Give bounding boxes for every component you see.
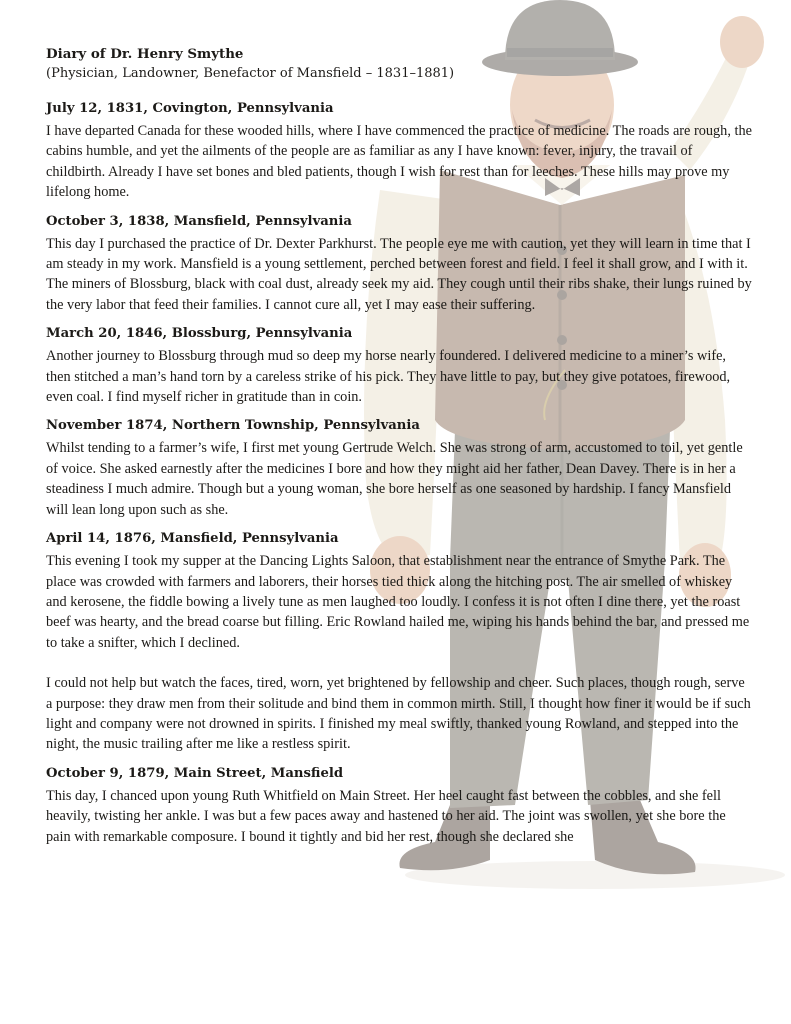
document-subtitle: (Physician, Landowner, Benefactor of Mansfield – 1831–1881) [46, 66, 455, 81]
entry-heading: October 3, 1838, Mansfield, Pennsylvania [46, 213, 352, 229]
entry-paragraph: This evening I took my supper at the Dancing Lights Saloon, that establishment near the entrance of Smythe Park. The place was crowded with farmers and laborers, their horses tied thick along the hitching post. The air smelled of whiskey and kerosene, the fiddle bowing a lively tune as men laughed too loudly. I confess it is not often I dine there, yet the roast beef was hearty, and the bread coarse but filling. Eric Rowland hailed me, wiping his hands behind the bar, and pressed me to take a snifter, which I declined. [46, 553, 750, 651]
diary-entry [46, 764, 752, 847]
entry-paragraph: I could not help but watch the faces, tired, worn, yet brightened by fellowship and cheer. Such places, though rough, serve a purpose: they draw men from their solitude and bind them in common mirth. Still, I thought how finer it would be if such light and company were not drowned in spirits. I finished my meal swiftly, thanked young Rowland, and stepped into the night, the music trailing after me like a restless spirit. [46, 675, 751, 753]
diary-entry [46, 416, 752, 520]
entry-heading: April 14, 1876, Mansfield, Pennsylvania [46, 531, 339, 547]
entry-paragraph: Another journey to Blossburg through mud so deep my horse nearly foundered. I delivered medicine to a miner’s wife, then stitched a man’s hand torn by a careless strike of his pick. They have little to pay, but they give potatoes, firewood, even coal. I find myself richer in gratitude than in coin. [46, 348, 731, 406]
diary-entry [46, 324, 752, 407]
entry-paragraph: Whilst tending to a farmer’s wife, I first met young Gertrude Welch. She was strong of arm, accustomed to toil, yet gentle of voice. She asked earnestly after the medicines I bore and how they might aid her father, Dean Davey. There is in her a steadiness I much admire. Though but a young woman, she bore herself as one seasoned by hardship. I fancy Mansfield will lean long upon such as she. [46, 440, 743, 518]
entry-paragraph: This day, I chanced upon young Ruth Whitfield on Main Street. Her heel caught fast between the cobbles, and she fell heavily, twisting her ankle. I was but a few paces away and hastened to her aid. The joint was swollen, yet she bore the pain with remarkable composure. I bound it tightly and bid her rest, though she declared she [46, 787, 726, 845]
diary-entry [46, 212, 752, 316]
entry-heading: March 20, 1846, Blossburg, Pennsylvania [46, 326, 353, 342]
entry-paragraph: This day I purchased the practice of Dr. Dexter Parkhurst. The people eye me with caution, yet they will learn in time that I am steady in my work. Mansfield is a young settlement, perched between forest and field. I feel it shall grow, and I with it. The miners of Blossburg, black with coal dust, already seek my aid. They cough until their ribs shake, their lungs ruined by the very labor that feed their families. I cannot cure all, yet I may ease their suffering. [46, 235, 752, 313]
diary-entry [46, 99, 752, 203]
entry-paragraph: I have departed Canada for these wooded hills, where I have commenced the practice of medicine. The roads are rough, the cabins humble, and yet the ailments of the people are as familiar as any I have known: fever, injury, the travail of childbirth. Already I have set bones and bled patients, though I wish for rest than for leeches. These hills may prove my lifelong home. [46, 123, 752, 201]
entry-heading: July 12, 1831, Covington, Pennsylvania [46, 101, 334, 116]
diary-text [46, 44, 752, 856]
entry-heading: October 9, 1879, Main Street, Mansfield [46, 765, 344, 781]
diary-entry [46, 529, 752, 755]
document-title: Diary of Dr. Henry Smythe [46, 46, 244, 62]
entry-heading: November 1874, Northern Township, Pennsylvania [46, 418, 420, 434]
